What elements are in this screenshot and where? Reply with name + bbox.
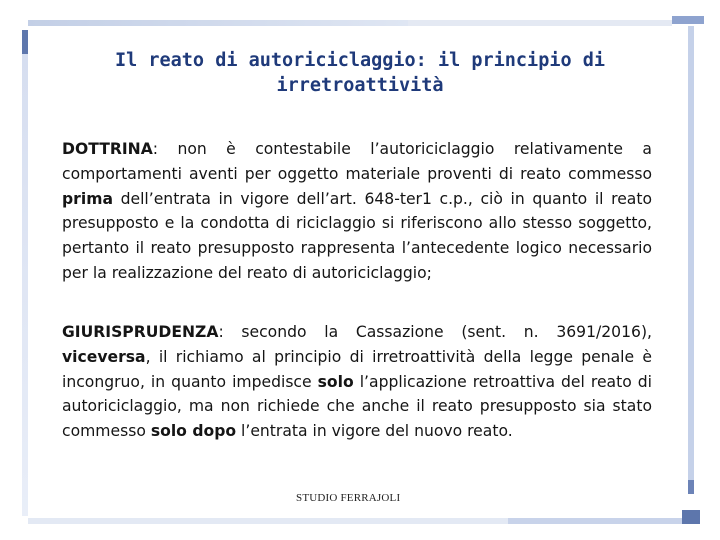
dottrina-paragraph	[62, 137, 652, 286]
dottrina-text-1: : non è contestabile l’autoriciclaggio relativamente a comportamenti aventi per oggetto materiale proventi di reato commesso	[62, 140, 652, 183]
top-right-accent	[672, 16, 704, 24]
giurisprudenza-text-3: l’applicazione retroattiva del reato di autoriciclaggio, ma non richiede che anche il reato presupposto sia stato commesso	[62, 372, 653, 441]
giurisprudenza-emphasis-viceversa: viceversa	[62, 347, 146, 366]
giurisprudenza-emphasis-solo-dopo: solo dopo	[150, 422, 237, 441]
right-accent-bar	[688, 480, 694, 494]
bottom-border-bar-right	[508, 518, 684, 524]
left-accent-bar	[22, 30, 28, 54]
left-border-bar	[22, 54, 28, 516]
giurisprudenza-paragraph	[62, 320, 652, 444]
giurisprudenza-term: GIURISPRUDENZA	[62, 323, 219, 341]
giurisprudenza-emphasis-solo: solo	[317, 372, 354, 391]
top-border-bar-right	[408, 20, 672, 26]
giurisprudenza-text-4: l’entrata in vigore del nuovo reato.	[236, 422, 513, 441]
dottrina-text-2: dell’entrata in vigore dell’art. 648-ter1 c.p., ciò in quanto il reato presupposto e la condotta di riciclaggio si riferiscono allo stesso soggetto, pertanto il reato presupposto rappresenta l’antecedente logico necessario per la realizzazione del reato di autoriciclaggio;	[62, 189, 652, 282]
right-border-bar	[688, 26, 694, 494]
giurisprudenza-text-1: : secondo la Cassazione (sent. n. 3691/2016),	[218, 323, 652, 341]
bottom-border-bar	[28, 518, 508, 524]
dottrina-emphasis-prima: prima	[62, 189, 113, 208]
top-border-bar	[28, 20, 408, 26]
footer-studio-name: STUDIO FERRAJOLI	[296, 492, 401, 504]
dottrina-term: DOTTRINA	[62, 140, 153, 158]
bottom-right-accent	[682, 510, 700, 524]
slide-title: Il reato di autoriciclaggio: il principio di irretroattività	[114, 50, 606, 96]
giurisprudenza-text-2: , il richiamo al principio di irretroattività della legge penale è incongruo, in quanto impedisce	[62, 347, 652, 391]
